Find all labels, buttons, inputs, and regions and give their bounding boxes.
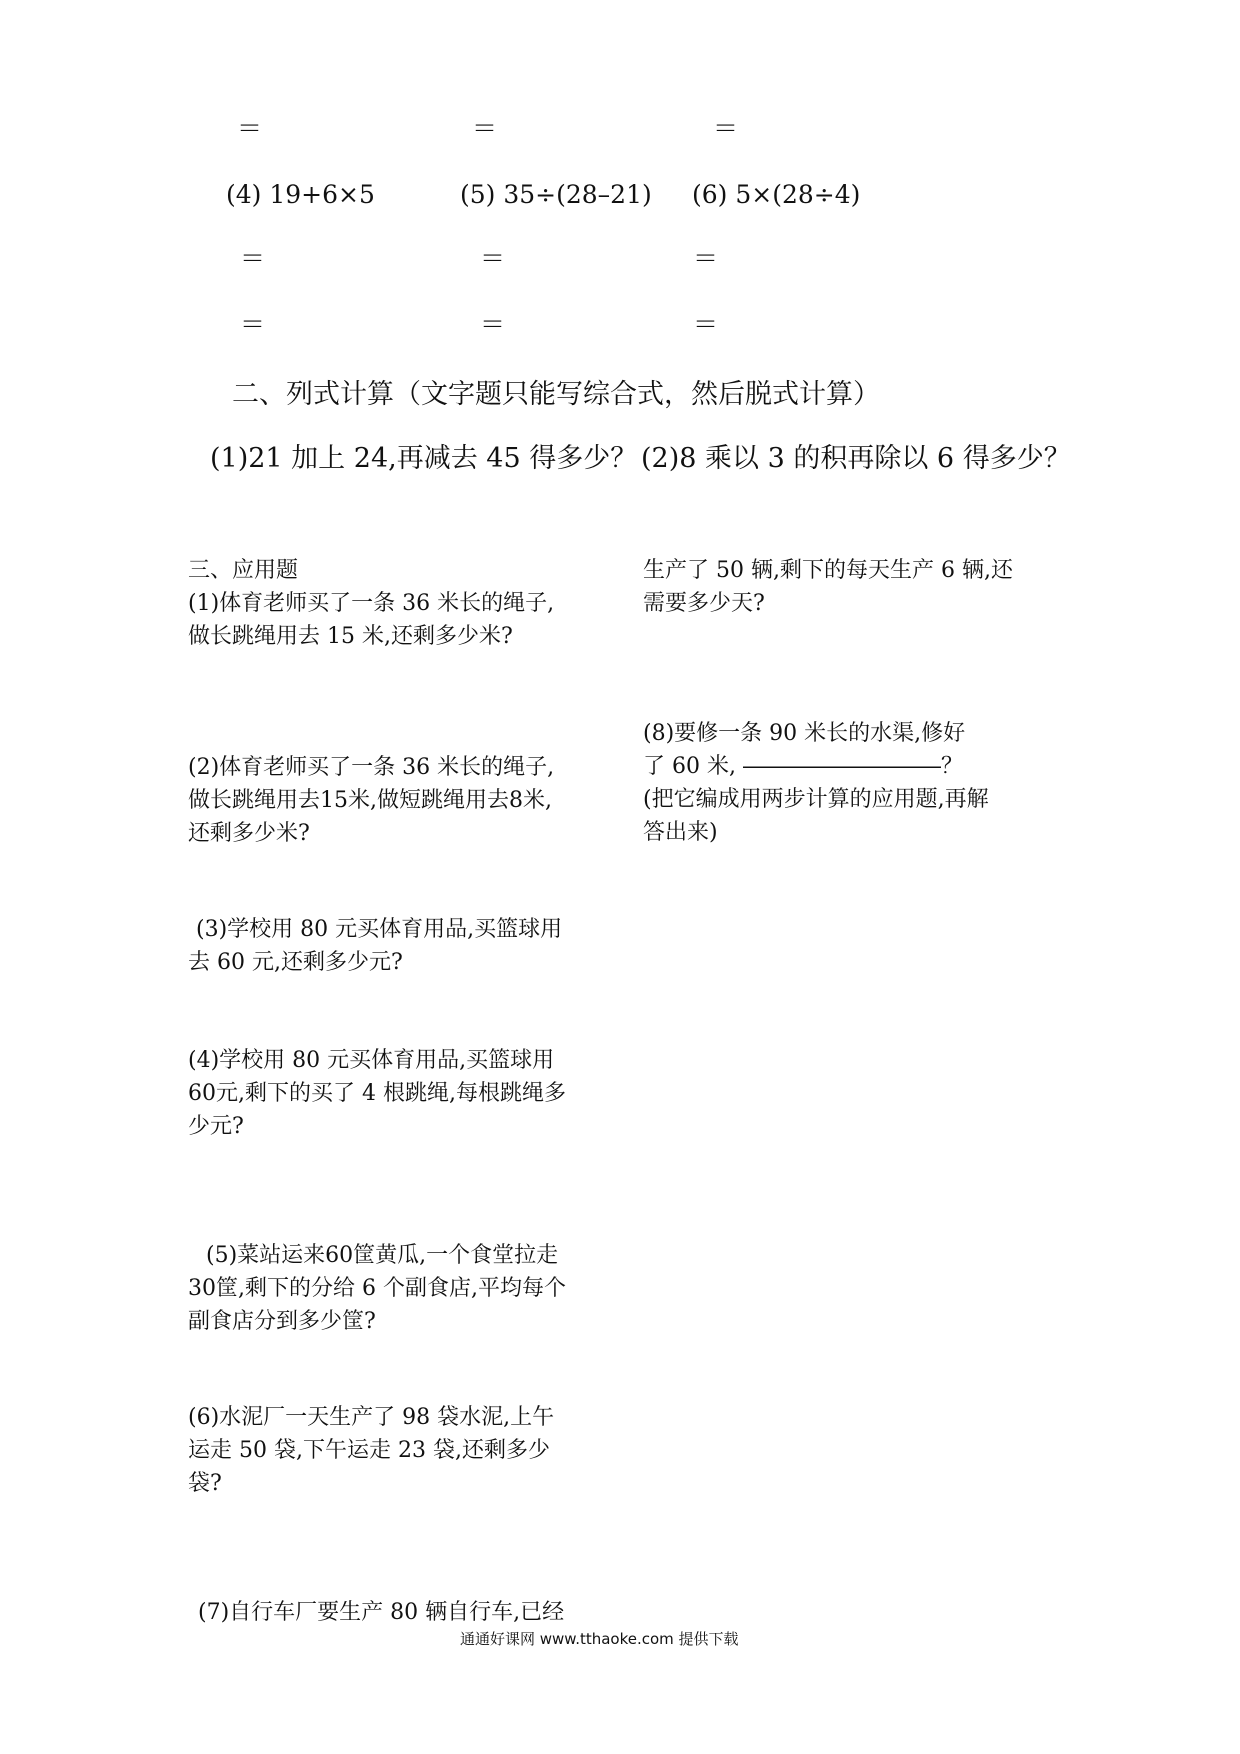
- word-problem-8: [643, 717, 1063, 849]
- problem-line: (2)体育老师买了一条 36 米长的绳子,: [188, 755, 555, 780]
- problem-line: 生产了 50 辆,剩下的每天生产 6 辆,还: [643, 558, 1013, 583]
- problem-4: (4) 19+6×5: [226, 180, 375, 209]
- word-problem-7: [198, 1596, 638, 1629]
- word-problem-3: [188, 913, 636, 979]
- equals-sign: ＝: [480, 244, 506, 273]
- problem-line: (5)菜站运来60筐黄瓜,一个食堂拉走: [206, 1243, 559, 1268]
- equals-sign: ＝: [693, 310, 719, 339]
- problem-line: 30筐,剩下的分给 6 个副食店,平均每个: [188, 1276, 566, 1301]
- section2-question-2: (2)8 乘以 3 的积再除以 6 得多少？: [641, 443, 1071, 474]
- equals-sign: ＝: [480, 310, 506, 339]
- problem-line: 需要多少天?: [643, 591, 765, 616]
- problem-line: 少元?: [188, 1114, 244, 1139]
- problem-line: (1)体育老师买了一条 36 米长的绳子,: [188, 591, 555, 616]
- problem-line: 做长跳绳用去 15 米,还剩多少米?: [188, 624, 513, 649]
- word-problem-6: [188, 1401, 628, 1500]
- word-problem-4: [188, 1044, 628, 1143]
- equals-sign: ＝: [237, 114, 263, 143]
- section2-title: 二、列式计算（文字题只能写综合式，然后脱式计算）: [232, 379, 880, 410]
- problem-line: 去 60 元,还剩多少元?: [188, 950, 403, 975]
- problem-line: 60元,剩下的买了 4 根跳绳,每根跳绳多: [188, 1081, 566, 1106]
- word-problem-2: [188, 751, 628, 850]
- problem-line: 了 60 米, ―――――――――？: [643, 754, 963, 779]
- problem-line: (6)水泥厂一天生产了 98 袋水泥,上午: [188, 1405, 555, 1430]
- word-problem-7-continued: [643, 554, 1063, 620]
- equals-sign: ＝: [713, 114, 739, 143]
- equals-sign: ＝: [240, 244, 266, 273]
- problem-line: 做长跳绳用去15米,做短跳绳用去8米,: [188, 788, 552, 813]
- problem-line: (3)学校用 80 元买体育用品,买篮球用: [196, 917, 563, 942]
- problem-6: (6) 5×(28÷4): [692, 180, 861, 209]
- word-problem-5: [188, 1239, 646, 1338]
- equals-sign: ＝: [472, 114, 498, 143]
- problem-line: (8)要修一条 90 米长的水渠,修好: [643, 721, 966, 746]
- problem-line: (把它编成用两步计算的应用题,再解: [643, 787, 989, 812]
- problem-line: 副食店分到多少筐?: [188, 1309, 376, 1334]
- equals-sign: ＝: [240, 310, 266, 339]
- section3-title: 三、应用题: [188, 558, 299, 583]
- footer-source: 通通好课网 www.tthaoke.com 提供下载: [460, 1630, 739, 1648]
- problem-line: (7)自行车厂要生产 80 辆自行车,已经: [198, 1600, 565, 1625]
- equals-sign: ＝: [693, 244, 719, 273]
- problem-5: (5) 35÷(28–21): [460, 180, 652, 209]
- problem-line: 答出来): [643, 820, 718, 845]
- problem-line: 运走 50 袋,下午运走 23 袋,还剩多少: [188, 1438, 550, 1463]
- problem-line: (4)学校用 80 元买体育用品,买篮球用: [188, 1048, 555, 1073]
- word-problem-1: [188, 587, 628, 653]
- problem-line: 还剩多少米?: [188, 821, 310, 846]
- section2-question-1: (1)21 加上 24,再减去 45 得多少？: [210, 443, 638, 474]
- problem-line: 袋?: [188, 1471, 222, 1496]
